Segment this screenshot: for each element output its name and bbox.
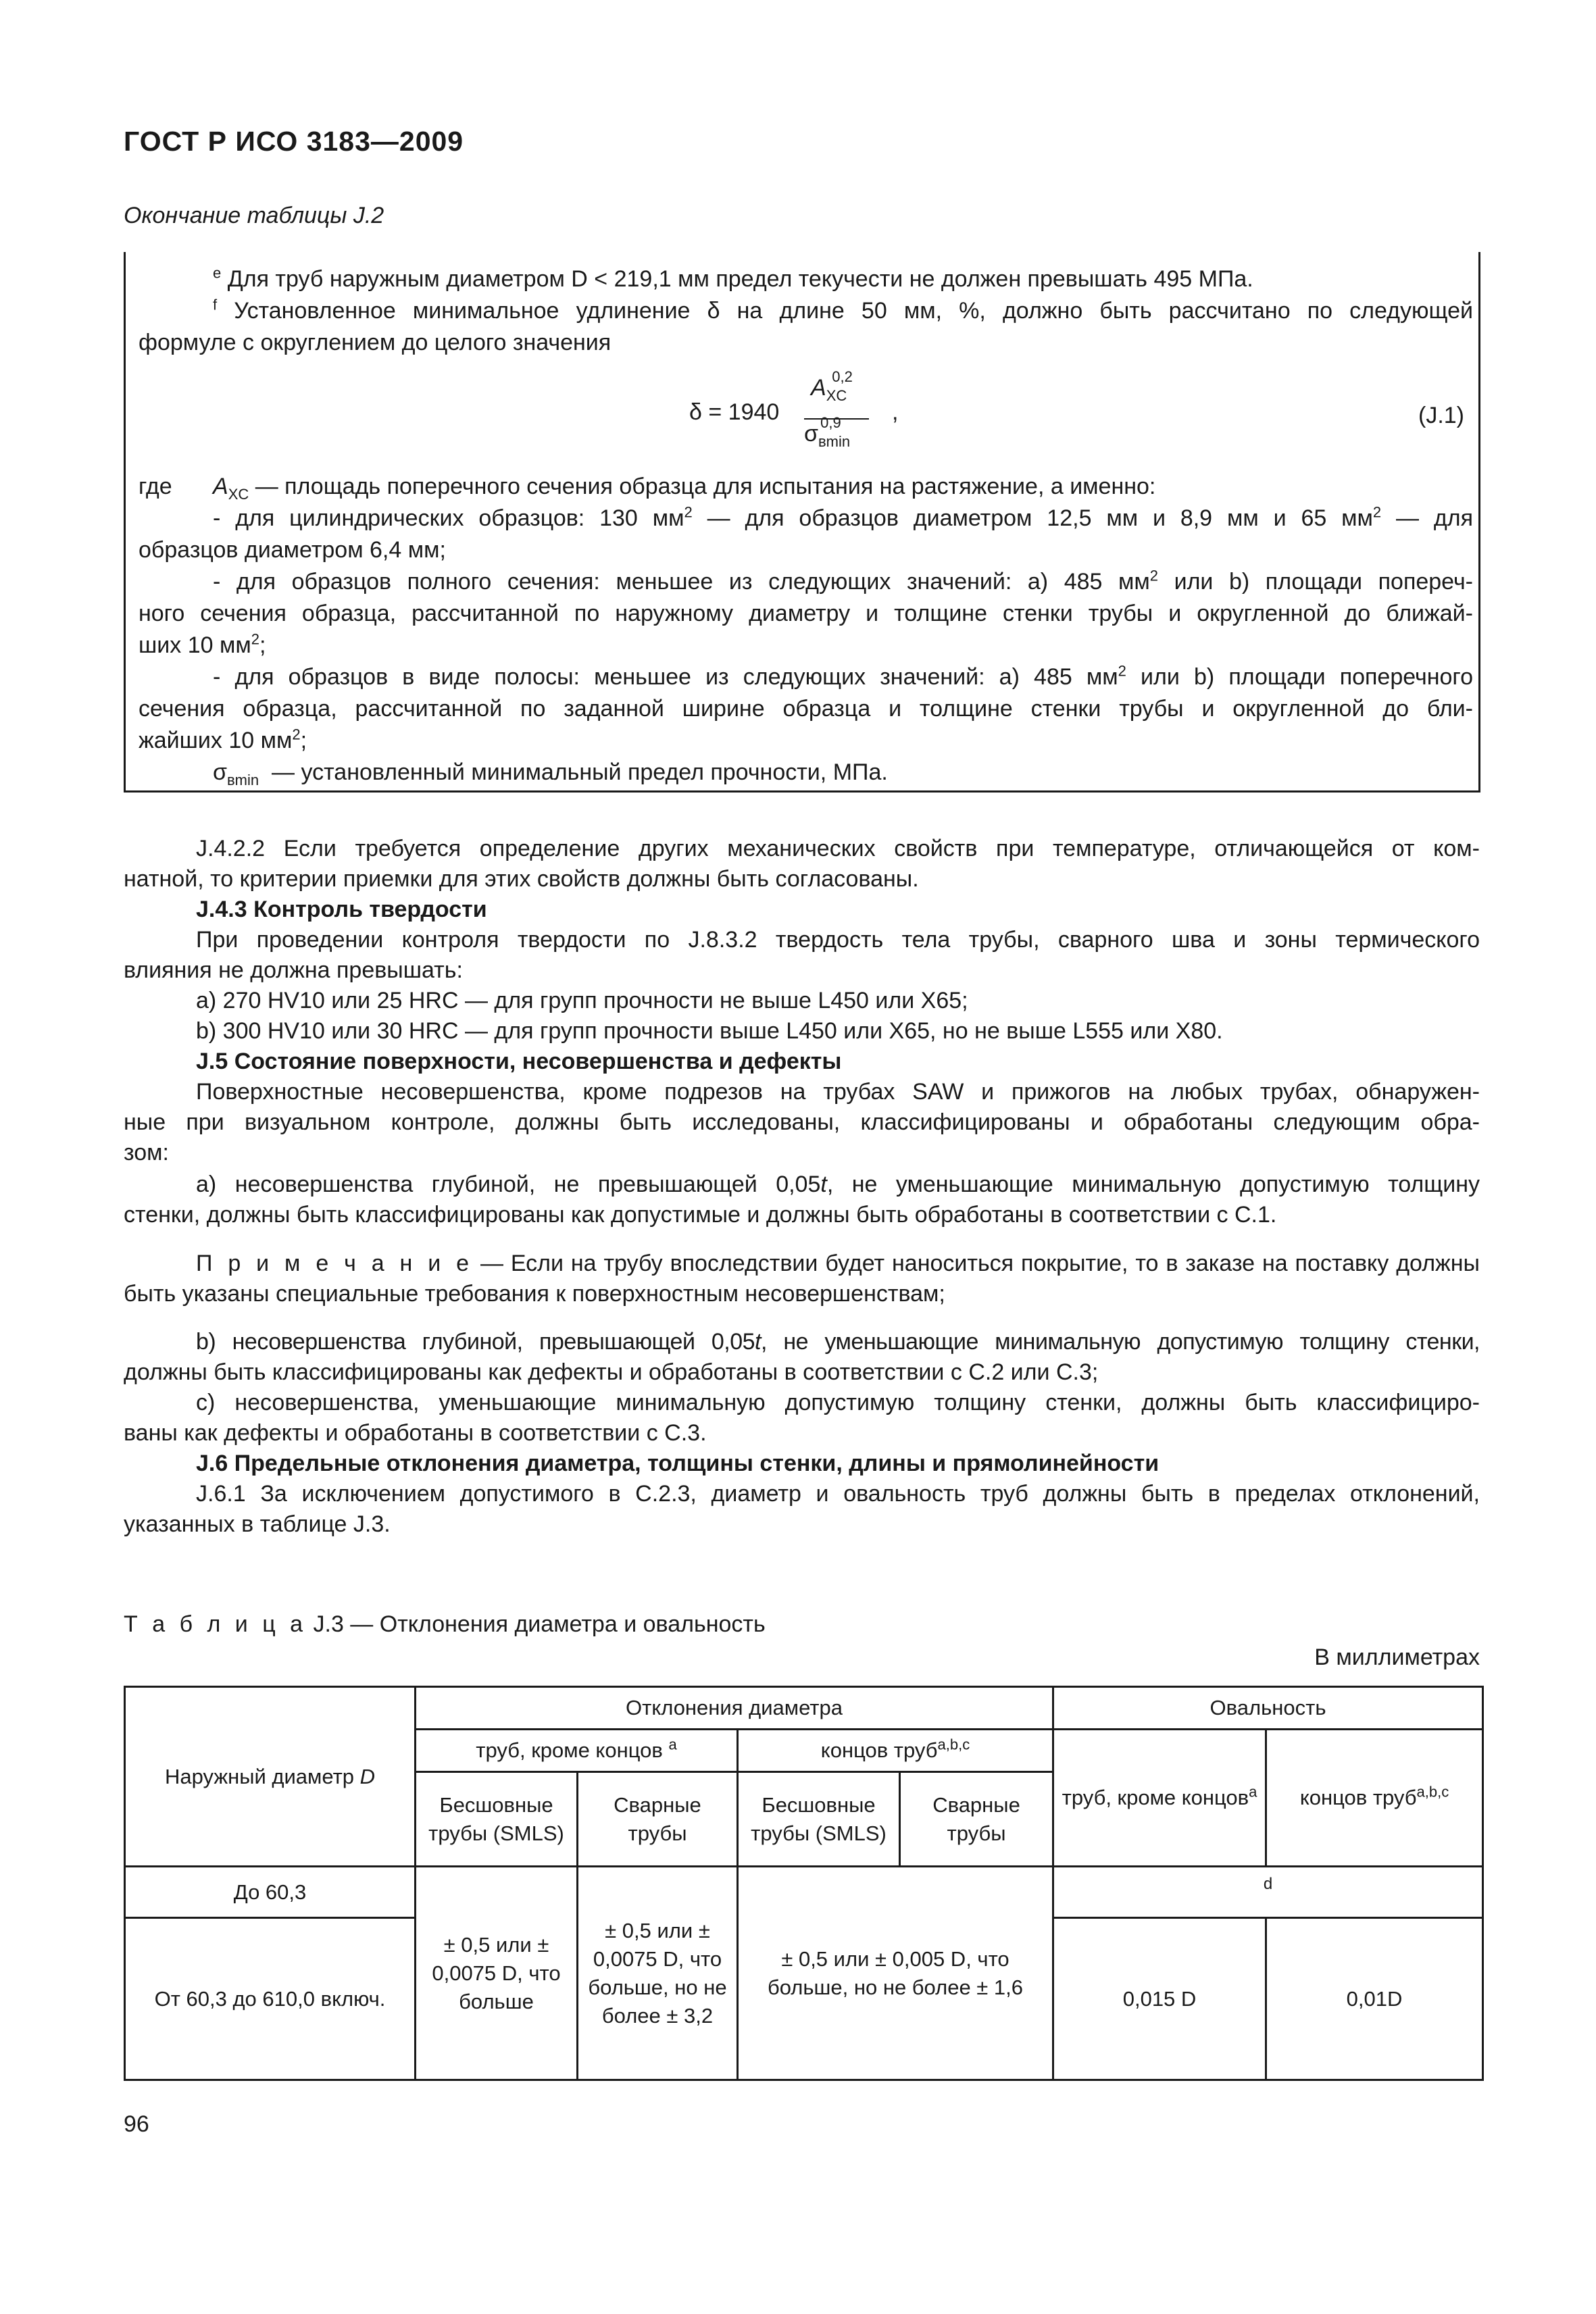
- formula-denominator: $\sigma_{вmin}^{0,9}$: [804, 413, 851, 450]
- full-section-line3: ших 10 $мм^2$;: [139, 630, 266, 658]
- heading-j43: J.4.3 Контроль твердости: [196, 897, 487, 922]
- para-j5-item-a-line2: стенки, должны быть классифицированы как допустимые и должны быть обработаны в соответствии с С.1.: [124, 1202, 1277, 1228]
- where-axc: $A_{XC}$ — площадь поперечного сечения образца для испытания на растяжение, а именно:: [213, 474, 1156, 503]
- cylindrical-specimens-line2: образцов диаметром 6,4 мм;: [139, 537, 446, 563]
- para-j5-item-c-line1: с) несовершенства, уменьшающие минимальную допустимую толщину стенки, должны быть классифициро-: [196, 1390, 1480, 1415]
- row1-ovality-footnote: d: [1053, 1867, 1483, 1918]
- page-number: 96: [124, 2111, 149, 2137]
- deviation-table: [124, 1686, 1484, 2081]
- para-j43-item-a: а) 270 HV10 или 25 HRC — для групп прочности не выше L450 или X65;: [196, 988, 968, 1013]
- where-label: где: [139, 474, 172, 499]
- para-j43-line2: влияния не должна превышать:: [124, 957, 463, 983]
- heading-j5: J.5 Состояние поверхности, несовершенства и дефекты: [196, 1049, 842, 1074]
- header-welded-ends: Сварные трубы: [900, 1772, 1053, 1867]
- para-j61-line2: указанных в таблице J.3.: [124, 1511, 391, 1537]
- para-j61-line1: J.6.1 За исключением допустимого в С.2.3, диаметр и овальность труб должны быть в пределах отклонений,: [196, 1481, 1480, 1507]
- header-ovality-body: труб, кроме концов$^a$: [1053, 1730, 1266, 1867]
- header-smls-ends: Бесшовные трубы (SMLS): [738, 1772, 900, 1867]
- formula-comma: ,: [892, 399, 899, 425]
- table-caption: Т а б л и ц а J.3 — Отклонения диаметра и овальность: [124, 1611, 766, 1637]
- para-j5-item-c-line2: ваны как дефекты и обработаны в соответствии с С.3.: [124, 1420, 707, 1446]
- header-ovality-ends: концов труб$^{a,b,c}$: [1266, 1730, 1483, 1867]
- header-welded-body: Сварные трубы: [578, 1772, 738, 1867]
- para-j422-line1: J.4.2.2 Если требуется определение других механических свойств при температуре, отличающейся от ком-: [196, 836, 1480, 861]
- row2-ovality-body: 0,015 D: [1053, 1918, 1266, 2080]
- strip-specimens-line2: сечения образца, рассчитанной по заданной ширине образца и толщине стенки трубы и округленной до бли-: [139, 696, 1473, 722]
- sigma-definition: $\sigma_{вmin}$ — установленный минимальный предел прочности, МПа.: [213, 759, 888, 788]
- para-j5-item-a-line1: а) несовершенства глубиной, не превышающей 0,05t, не уменьшающие минимальную допустимую толщину: [196, 1172, 1480, 1197]
- para-j43-line1: При проведении контроля твердости по J.8.3.2 твердость тела трубы, сварного шва и зоны термического: [196, 927, 1480, 953]
- footnote-e: $^e$ Для труб наружным диаметром D < 219,1 мм предел текучести не должен превышать 495 МПа.: [213, 264, 1253, 292]
- note-line1: П р и м е ч а н и е — Если на трубу впоследствии будет наноситься покрытие, то в заказе на поставку должны: [196, 1251, 1480, 1276]
- cylindrical-specimens-line1: - для цилиндрических образцов: 130 $мм^2$ — для образцов диаметром 12,5 мм и 8,9 мм и 65 $мм^2$ — для: [213, 503, 1473, 531]
- para-j5-item-b-line1: b) несовершенства глубиной, превышающей 0,05t, не уменьшающие минимальную допустимую толщину стенки,: [196, 1329, 1480, 1355]
- formula-j1: [689, 368, 899, 463]
- header-pipe-ends: концов труб$^{a,b,c}$: [738, 1730, 1053, 1772]
- strip-specimens-line1: - для образцов в виде полосы: меньшее из следующих значений: а) 485 $мм^2$ или b) площади поперечного: [213, 662, 1473, 690]
- note-line2: быть указаны специальные требования к поверхностным несовершенствам;: [124, 1281, 945, 1307]
- row2-outer-diameter: От 60,3 до 610,0 включ.: [125, 1918, 416, 2080]
- strip-specimens-line3: жайших 10 $мм^2$;: [139, 726, 307, 753]
- heading-j6: J.6 Предельные отклонения диаметра, толщины стенки, длины и прямолинейности: [196, 1451, 1159, 1476]
- formula-number: (J.1): [1418, 403, 1464, 428]
- header-diameter-deviations: Отклонения диаметра: [416, 1687, 1053, 1730]
- para-j5-line1: Поверхностные несовершенства, кроме подрезов на трубах SAW и прижогов на любых трубах, обнаружен-: [196, 1079, 1480, 1105]
- para-j5-item-b-line2: должны быть классифицированы как дефекты и обработаны в соответствии с С.2 или С.3;: [124, 1359, 1099, 1385]
- full-section-line2: ного сечения образца, рассчитанной по наружному диаметру и толщине стенки трубы и округленной до ближай-: [139, 601, 1473, 626]
- welded-body-deviation: ± 0,5 или ± 0,0075 D, что больше, но не более ± 3,2: [578, 1867, 738, 2080]
- formula-numerator: $A_{XC}^{0,2}$: [811, 368, 853, 404]
- smls-body-deviation: ± 0,5 или ± 0,0075 D, что больше: [416, 1867, 578, 2080]
- formula-lhs: δ = 1940: [689, 399, 780, 425]
- para-j43-item-b: b) 300 HV10 или 30 HRC — для групп прочности выше L450 или X65, но не выше L555 или X80.: [196, 1018, 1223, 1044]
- table-continuation-label: Окончание таблицы J.2: [124, 203, 384, 228]
- para-j5-line2: ные при визуальном контроле, должны быть исследованы, классифицированы и обработаны следующим обра-: [124, 1109, 1480, 1135]
- table-units: В миллиметрах: [1314, 1644, 1480, 1670]
- para-j422-line2: натной, то критерии приемки для этих свойств должны быть согласованы.: [124, 866, 919, 892]
- page-title: ГОСТ Р ИСО 3183—2009: [124, 126, 464, 157]
- header-pipe-body: труб, кроме концов $^a$: [416, 1730, 738, 1772]
- row2-ovality-ends: 0,01D: [1266, 1918, 1483, 2080]
- header-ovality: Овальность: [1053, 1687, 1483, 1730]
- para-j5-line3: зом:: [124, 1140, 169, 1165]
- header-smls-body: Бесшовные трубы (SMLS): [416, 1772, 578, 1867]
- ends-deviation: ± 0,5 или ± 0,005 D, что больше, но не более ± 1,6: [738, 1867, 1053, 2080]
- footnote-f-line1: $^f$ Установленное минимальное удлинение δ на длине 50 мм, %, должно быть рассчитано по следующей: [213, 296, 1473, 324]
- row1-outer-diameter: До 60,3: [125, 1867, 416, 1918]
- header-outer-diameter: Наружный диаметр D: [125, 1687, 416, 1867]
- full-section-line1: - для образцов полного сечения: меньшее из следующих значений: а) 485 $мм^2$ или b) площади попереч-: [213, 567, 1473, 595]
- footnote-f-line2: формуле с округлением до целого значения: [139, 330, 612, 355]
